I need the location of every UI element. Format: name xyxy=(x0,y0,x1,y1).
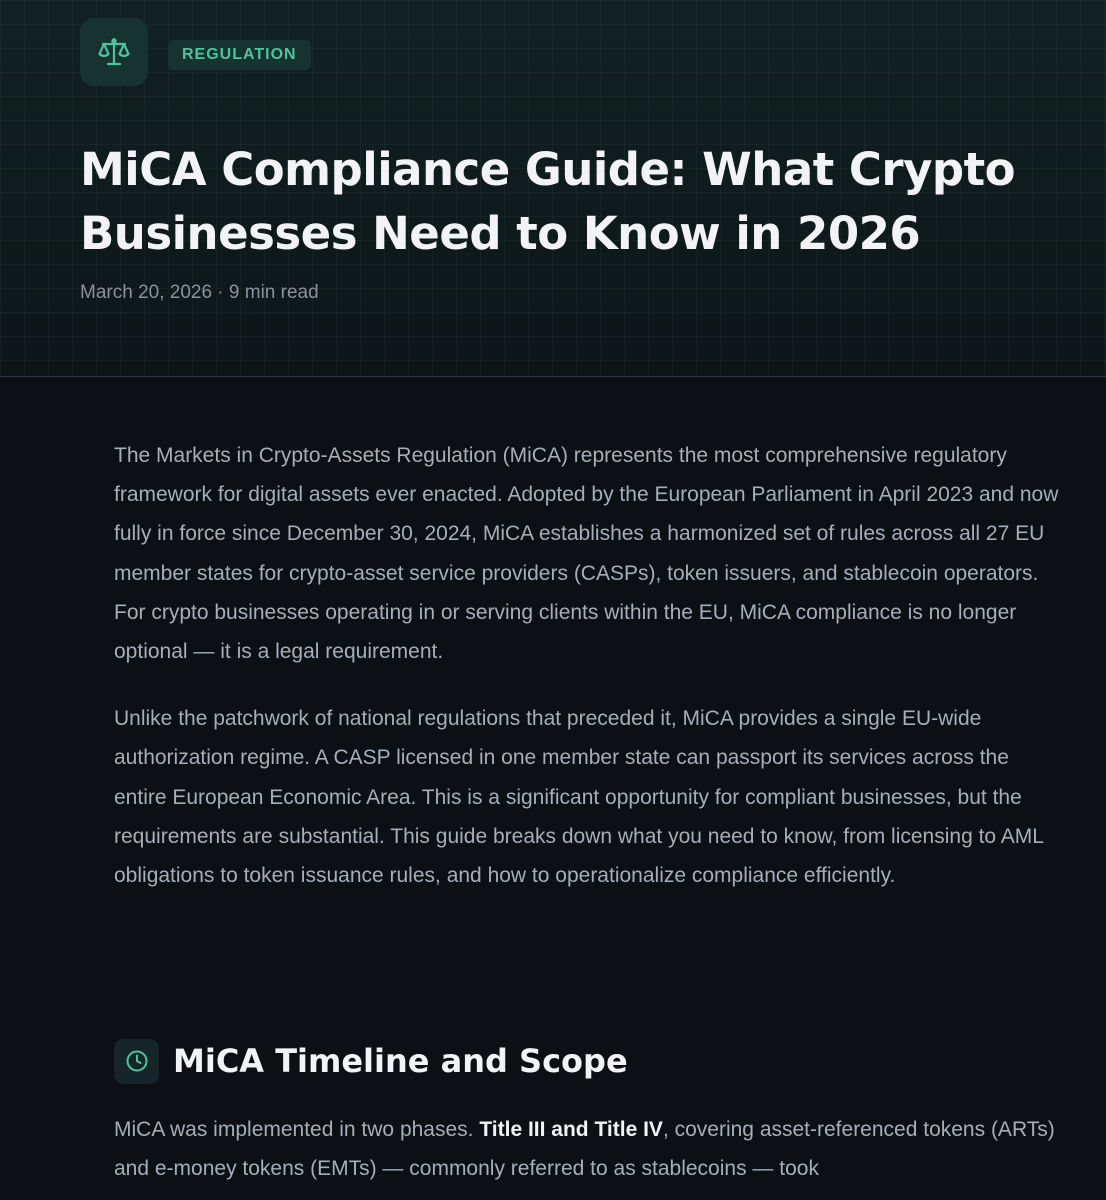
category-badge[interactable]: REGULATION xyxy=(168,40,311,70)
section-body xyxy=(114,1110,1064,1188)
intro-paragraph-1: The Markets in Crypto-Assets Regulation (MiCA) represents the most comprehensive regulatory framework for digital assets ever enacted. Adopted by the European Parliament in April 2023 and now fully in force since December 30, 2024, MiCA establishes a harmonized set of rules across all 27 EU member states for crypto-asset service providers (CASPs), token issuers, and stablecoin operators. For crypto businesses operating in or serving clients within the EU, MiCA compliance is no longer optional — it is a legal requirement. xyxy=(114,444,1059,664)
article-hero xyxy=(0,0,1106,377)
category-icon-box xyxy=(80,18,148,86)
clock-icon xyxy=(124,1048,150,1074)
article-body xyxy=(114,436,1064,895)
article-title: MiCA Compliance Guide: What Crypto Businesses Need to Know in 2026 xyxy=(80,143,1016,260)
section-text-emphasis: Title III and Title IV xyxy=(479,1118,663,1141)
section-heading xyxy=(114,1038,628,1084)
intro-paragraph-2: Unlike the patchwork of national regulations that preceded it, MiCA provides a single EU-wide authorization regime. A CASP licensed in one member state can passport its services across the entire European Economic Area. This is a significant opportunity for compliant businesses, but the requirements are substantial. This guide breaks down what you need to know, from licensing to AML obligations to token issuance rules, and how to operationalize compliance efficiently. xyxy=(114,707,1044,888)
scales-icon xyxy=(94,32,134,72)
section-text-rest: , covering asset-referenced tokens (ARTs) and e-money tokens (EMTs) — commonly referred to as stablecoins — took xyxy=(114,1118,1055,1181)
section-text-lead: MiCA was implemented in two phases. xyxy=(114,1118,480,1141)
section-title: MiCA Timeline and Scope xyxy=(173,1042,628,1080)
section-paragraph xyxy=(114,1110,1064,1188)
article-meta: March 20, 2026 · 9 min read xyxy=(80,282,319,303)
section-icon-box xyxy=(114,1039,159,1084)
